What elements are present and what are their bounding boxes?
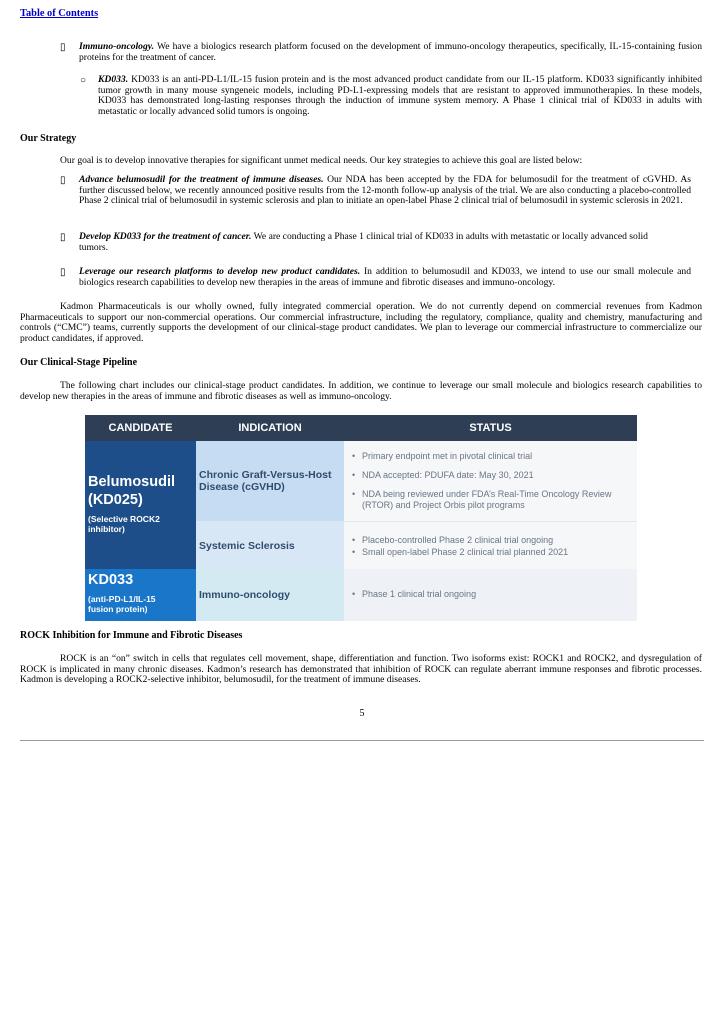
bullet-square-icon: ▯ bbox=[60, 267, 66, 278]
bullet-text: We have a biologics research platform focused on the development of immuno-oncology therapeutics, specifically, IL-15-containing fusion proteins for the treatment of cancer. bbox=[79, 41, 702, 63]
header-indication: INDICATION bbox=[196, 415, 344, 441]
pipeline-chart bbox=[85, 415, 637, 621]
strategy-intro: Our goal is to develop innovative therapies for significant unmet medical needs. Our key strategies to achieve this goal are listed below: bbox=[60, 155, 583, 166]
candidate-name: KD033 bbox=[88, 572, 134, 588]
status-cgvhd bbox=[344, 441, 637, 521]
bullet-lead: Advance belumosudil for the treatment of immune diseases. bbox=[79, 174, 324, 185]
bullet-lead: Leverage our research platforms to develop new product candidates. bbox=[79, 266, 361, 277]
kadmon-pharmaceuticals-paragraph: Kadmon Pharmaceuticals is our wholly owned, fully integrated commercial operation. We do not currently depend on commercial revenues from Kadmon Pharmaceuticals to support our non-commercial operations. Our commercial infrastructure, including the regulatory, compliance, quality and chemistry, manufacturing and controls (“CMC”) teams, currently supports the development of our clinical-stage product candidates. We plan to leverage our commercial infrastructure to commercialize our product candidates, if approved. bbox=[20, 301, 702, 345]
page-divider bbox=[20, 740, 704, 741]
bullet-square-icon: ▯ bbox=[60, 232, 66, 243]
strategy-item-research bbox=[79, 267, 691, 288]
indication-label: Systemic Sclerosis bbox=[199, 540, 295, 552]
strategy-item-belumosudil bbox=[79, 175, 691, 207]
page-number: 5 bbox=[359, 708, 365, 719]
status-item: • Placebo-controlled Phase 2 clinical trial ongoing bbox=[352, 535, 554, 545]
indication-label: Chronic Graft-Versus-Host Disease (cGVHD) bbox=[199, 469, 332, 493]
bullet-lead: Immuno-oncology. bbox=[79, 41, 155, 52]
status-item: • Primary endpoint met in pivotal clinical trial bbox=[352, 451, 533, 461]
bullet-text: We are conducting a Phase 1 clinical trial of KD033 in adults with metastatic or locally advanced solid tumors. bbox=[79, 231, 648, 253]
circle-bullet-icon: ○ bbox=[80, 75, 87, 86]
indication-immuno-oncology bbox=[196, 569, 344, 621]
header-status: STATUS bbox=[344, 415, 637, 441]
candidate-name: Belumosudil bbox=[88, 474, 176, 490]
candidate-code: (KD025) bbox=[88, 492, 143, 508]
bullet-square-icon: ▯ bbox=[60, 175, 66, 186]
table-of-contents-link[interactable]: Table of Contents bbox=[20, 8, 99, 19]
indication-cgvhd bbox=[196, 441, 344, 521]
header-candidate: CANDIDATE bbox=[85, 415, 196, 441]
status-item: • Small open-label Phase 2 clinical trial planned 2021 bbox=[352, 547, 569, 557]
status-immuno-oncology bbox=[344, 569, 637, 621]
candidate-description: (anti-PD-L1/IL-15 fusion protein) bbox=[88, 594, 156, 614]
bullet-lead: Develop KD033 for the treatment of cancer. bbox=[79, 231, 252, 242]
bullet-text: KD033 is an anti-PD-L1/IL-15 fusion protein and is the most advanced product candidate from our IL-15 platform. KD033 significantly inhibited tumor growth in many mouse syngeneic models, including PD-L1-expressing models that are resistant to approved immunotherapies. In these models, KD033 has demonstrated long-lasting responses through the induction of immune system memory. A Phase 1 clinical trial of KD033 in adults with metastatic or locally advanced solid tumors is ongoing. bbox=[98, 74, 702, 118]
section-heading-strategy: Our Strategy bbox=[20, 133, 77, 144]
status-systemic-sclerosis bbox=[344, 521, 637, 569]
candidate-kd033 bbox=[85, 569, 196, 621]
section-heading-rock: ROCK Inhibition for Immune and Fibrotic Diseases bbox=[20, 630, 243, 641]
indication-label: Immuno-oncology bbox=[199, 589, 290, 601]
status-item: • Phase 1 clinical trial ongoing bbox=[352, 589, 477, 599]
bullet-text: In addition to belumosudil and KD033, we intend to use our small molecule and biologics research capabilities to develop new therapies in the areas of immune and fibrotic diseases and immuno-oncology. bbox=[79, 266, 691, 288]
candidate-description: (Selective ROCK2 inhibitor) bbox=[88, 514, 160, 534]
status-item: • NDA accepted: PDUFA date: May 30, 2021 bbox=[352, 470, 534, 480]
bullet-square-icon: ▯ bbox=[60, 42, 66, 53]
pipeline-intro: The following chart includes our clinical-stage product candidates. In addition, we continue to leverage our small molecule and biologics research capabilities to develop new therapies in the areas of immune and fibrotic diseases as well as immuno-oncology. bbox=[20, 380, 702, 402]
bullet-kd033 bbox=[98, 75, 702, 118]
rock-paragraph: ROCK is an “on” switch in cells that regulates cell movement, shape, differentiation and function. Two isoforms exist: ROCK1 and ROCK2, and dysregulation of ROCK is implicated in many chronic diseases. Kadmon’s research has demonstrated that inhibition of ROCK can regulate aberrant immune responses and fibrotic processes. Kadmon is developing a ROCK2-selective inhibitor, belumosudil, for the treatment of immune diseases. bbox=[20, 653, 702, 686]
candidate-belumosudil bbox=[85, 441, 196, 569]
strategy-item-kd033 bbox=[79, 232, 669, 253]
section-heading-pipeline: Our Clinical-Stage Pipeline bbox=[20, 357, 138, 368]
bullet-lead: KD033. bbox=[98, 74, 129, 85]
bullet-text: Our NDA has been accepted by the FDA for belumosudil for the treatment of cGVHD. As further discussed below, we recently announced positive results from the 12-month follow-up analysis of the trial. We are also conducting a placebo-controlled Phase 2 clinical trial of belumosudil in systemic sclerosis and plan to initiate an open-label Phase 2 clinical trial of belumosudil in systemic sclerosis in 2021. bbox=[79, 174, 691, 207]
status-item: • NDA being reviewed under FDA’s Real-Time Oncology Review (RTOR) and Project Orbis pilot programs bbox=[352, 489, 612, 510]
bullet-immuno-oncology bbox=[79, 42, 702, 63]
indication-systemic-sclerosis bbox=[196, 521, 344, 569]
